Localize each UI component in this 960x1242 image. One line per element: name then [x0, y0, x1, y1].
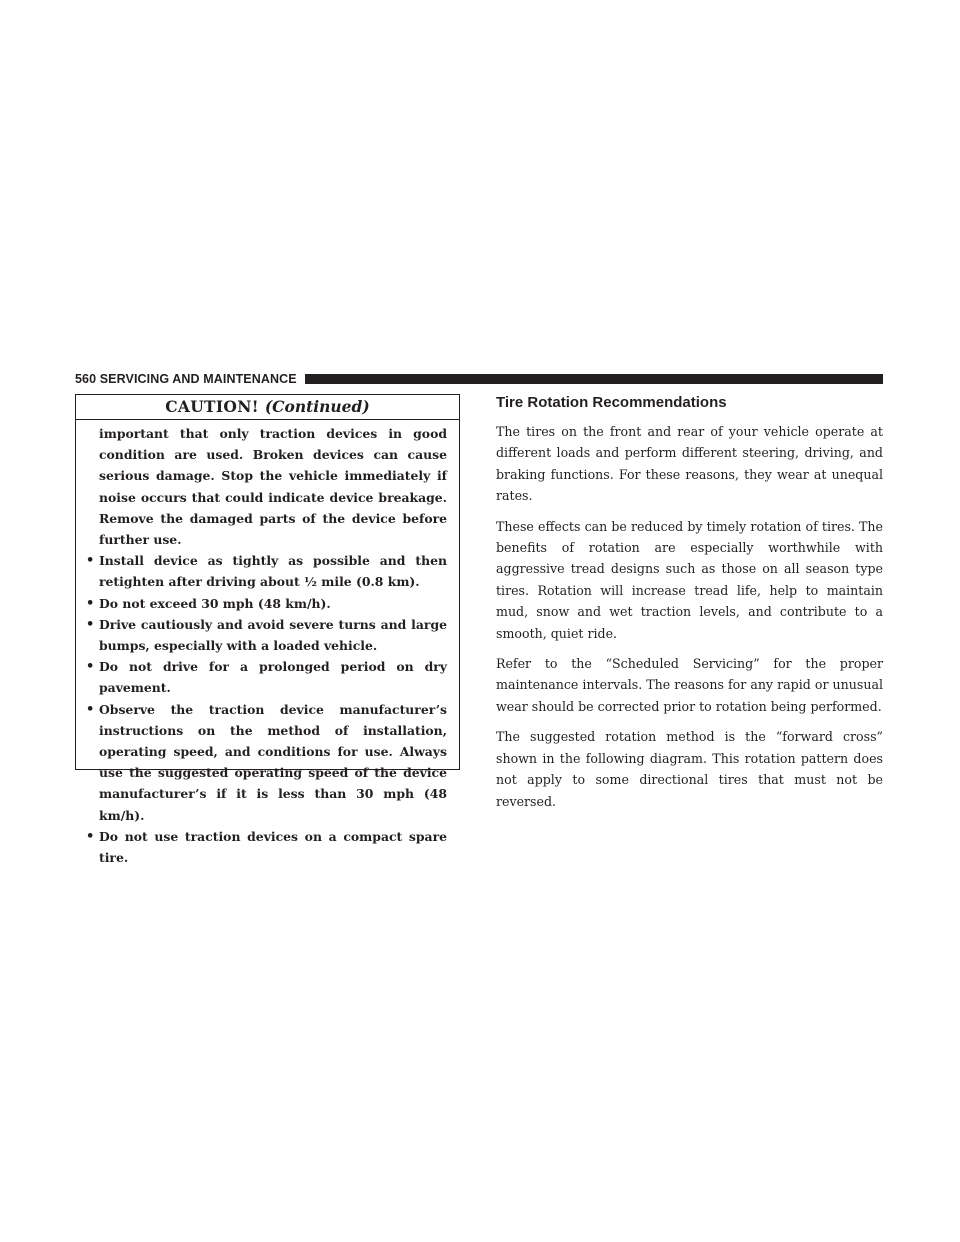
caution-body [76, 420, 459, 868]
caution-bullet-text: Do not exceed 30 mph (48 km/h). [99, 595, 331, 611]
caution-box [75, 394, 460, 866]
section-name: SERVICING AND MAINTENANCE [99, 372, 297, 386]
page-header [75, 370, 883, 388]
header-rule [305, 374, 883, 384]
caution-bullet [86, 699, 447, 826]
bullet-icon: • [86, 553, 95, 569]
tire-rotation-section [496, 394, 883, 821]
caution-continuation: important that only traction devices in good condition are used. Broken devices can cause serious damage. Stop the vehicle immediately if noise occurs that could indicate device breakage. Remove the damaged parts of the device before further use. [99, 426, 447, 548]
caution-bullet [86, 826, 447, 868]
bullet-icon: • [86, 701, 95, 717]
bullet-icon: • [86, 595, 95, 611]
page-number: 560 [75, 372, 97, 386]
caution-title: CAUTION! [165, 397, 259, 416]
bullet-icon: • [86, 828, 95, 844]
paragraph: These effects can be reduced by timely rotation of tires. The benefits of rotation are especially worthwhile with aggressive tread designs such as those on all season type tires. Rotation will increase tread life, help to maintain mud, snow and wet traction levels, and contribute to a smooth, quiet ride. [496, 518, 883, 641]
caution-bullet-text: Observe the traction device manufacturer’s instructions on the method of installation, operating speed, and conditions for use. Always use the suggested operating speed of the device manufacturer’s if it is less than 30 mph (48 km/h). [99, 701, 447, 823]
bullet-icon: • [86, 659, 95, 675]
caution-bullet-text: Install device as tightly as possible and then retighten after driving about ½ mile (0.8 km). [99, 553, 447, 590]
paragraph: Refer to the “Scheduled Servicing” for the proper maintenance intervals. The reasons for any rapid or unusual wear should be corrected prior to rotation being performed. [496, 656, 883, 714]
bullet-icon: • [86, 616, 95, 632]
caution-header [76, 395, 459, 420]
caution-bullet-text: Do not use traction devices on a compact spare tire. [99, 828, 447, 866]
caution-bullet-text: Drive cautiously and avoid severe turns and large bumps, especially with a loaded vehicle. [99, 616, 447, 654]
paragraph: The suggested rotation method is the “forward cross” shown in the following diagram. This rotation pattern does not apply to some directional tires that must not be reversed. [496, 729, 883, 809]
caution-bullet-text: Do not drive for a prolonged period on dry pavement. [99, 659, 447, 696]
caution-continued: (Continued) [264, 397, 370, 416]
page-header-text [75, 372, 297, 386]
caution-bullet [86, 593, 447, 614]
caution-bullet [86, 614, 447, 656]
caution-bullet [86, 550, 447, 592]
paragraph: The tires on the front and rear of your vehicle operate at different loads and perform different steering, driving, and braking functions. For these reasons, they wear at unequal rates. [496, 424, 883, 504]
section-title: Tire Rotation Recommendations [496, 394, 727, 411]
caution-bullet-list [86, 550, 447, 868]
caution-bullet [86, 656, 447, 698]
